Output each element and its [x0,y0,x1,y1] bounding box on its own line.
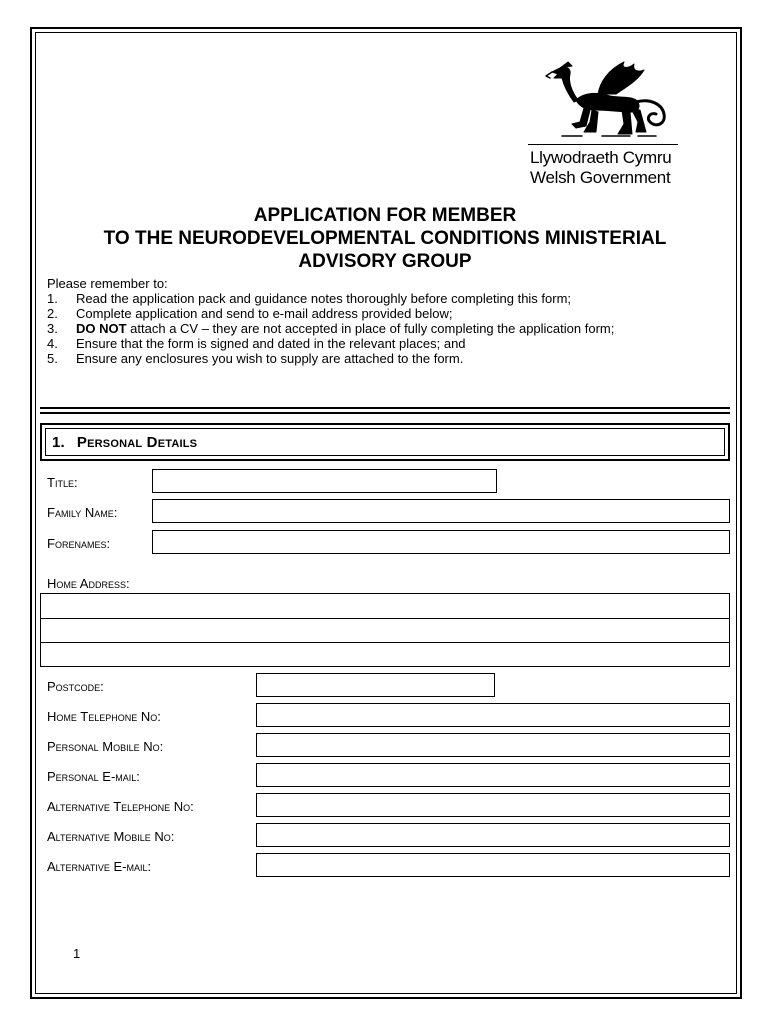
section-label: Personal Details [76,434,198,451]
forenames-field[interactable] [152,530,730,554]
address-line-divider [41,618,729,619]
form-title-line-1: APPLICATION FOR MEMBER [253,205,517,226]
alt-email-label: Alternative E-mail: [47,859,152,874]
logo-rule [528,144,678,145]
title-field[interactable] [152,469,497,493]
logo-welsh-name: Llywodraeth Cymru [530,148,672,167]
section-divider-bottom [40,412,730,414]
instruction-text: Complete application and send to e-mail address provided below; [76,306,453,321]
instruction-item [47,306,737,321]
form-title-line-2: TO THE NEURODEVELOPMENTAL CONDITIONS MINISTERIAL [103,228,667,249]
instruction-item [47,321,737,336]
postcode-label: Postcode: [47,679,104,694]
section-title [52,434,197,451]
alt-mobile-field[interactable] [256,823,730,847]
instruction-number: 4. [47,336,58,351]
family-name-field[interactable] [152,499,730,523]
section-number: 1. [52,434,65,451]
home-address-field[interactable] [40,593,730,667]
instruction-text: Ensure any enclosures you wish to supply are attached to the form. [76,351,464,366]
home-address-label: Home Address: [47,576,130,591]
welsh-dragon-icon [538,52,678,142]
personal-email-label: Personal E-mail: [47,769,140,784]
alt-email-field[interactable] [256,853,730,877]
instructions-intro: Please remember to: [47,276,168,291]
instruction-item [47,336,737,351]
form-title [40,204,730,273]
postcode-field[interactable] [256,673,495,697]
instruction-number: 3. [47,321,58,336]
instruction-text: attach a CV – they are not accepted in place of fully completing the application form; [126,321,615,336]
personal-mobile-field[interactable] [256,733,730,757]
address-line-divider [41,642,729,643]
instruction-item [47,351,737,366]
section-divider-top [40,407,730,409]
title-label: Title: [47,475,78,490]
home-telephone-label: Home Telephone No: [47,709,161,724]
instruction-number: 1. [47,291,58,306]
instruction-text: Ensure that the form is signed and dated in the relevant places; and [76,336,466,351]
instruction-number: 5. [47,351,58,366]
page-number: 1 [73,946,81,961]
section-heading-personal-details [40,423,730,461]
alt-mobile-label: Alternative Mobile No: [47,829,175,844]
home-telephone-field[interactable] [256,703,730,727]
family-name-label: Family Name: [47,505,118,520]
alt-telephone-field[interactable] [256,793,730,817]
instructions [47,276,737,366]
form-title-line-3: ADVISORY GROUP [298,251,472,272]
instruction-text: Read the application pack and guidance notes thoroughly before completing this form; [76,291,572,306]
instruction-emphasis: DO NOT [76,321,127,336]
logo-english-name: Welsh Government [530,168,671,184]
welsh-government-logo [528,52,698,184]
instructions-list [47,291,737,366]
forenames-label: Forenames: [47,536,111,551]
personal-mobile-label: Personal Mobile No: [47,739,164,754]
alt-telephone-label: Alternative Telephone No: [47,799,194,814]
instruction-number: 2. [47,306,58,321]
instruction-item [47,291,737,306]
personal-email-field[interactable] [256,763,730,787]
